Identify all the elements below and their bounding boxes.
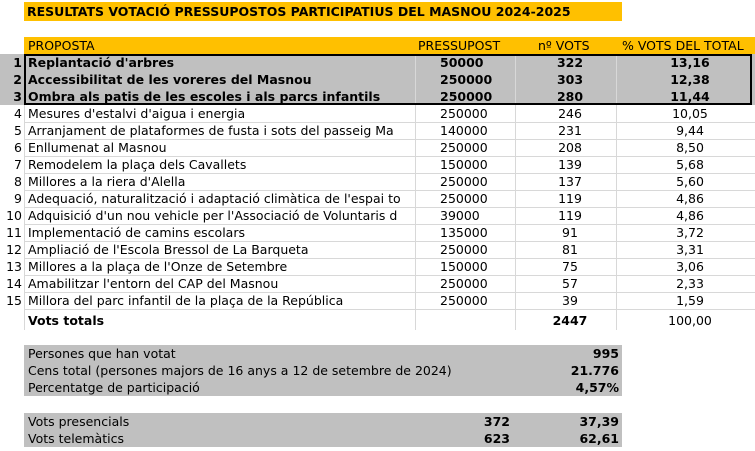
- proposal-pct: 5,60: [676, 174, 704, 189]
- table-title: RESULTATS VOTACIÓ PRESSUPOSTOS PARTICIPATIUS DEL MASNOU 2024-2025: [24, 2, 622, 21]
- proposal-budget: 250000: [440, 174, 488, 189]
- row-number: 15: [6, 293, 22, 308]
- proposal-name: Mesures d'estalvi d'aigua i energia: [28, 106, 246, 121]
- header-proposal: PROPOSTA: [28, 38, 95, 53]
- census-value: 21.776: [570, 363, 619, 378]
- table-row: [0, 258, 755, 275]
- proposal-pct: 8,50: [676, 140, 704, 155]
- proposal-name: Accessibilitat de les voreres del Masnou: [28, 72, 312, 87]
- proposal-name: Enllumenat al Masnou: [28, 140, 167, 155]
- proposal-budget: 250000: [440, 72, 493, 87]
- voters-value: 995: [592, 346, 619, 361]
- row-number: 11: [6, 225, 22, 240]
- proposal-pct: 4,86: [676, 191, 704, 206]
- proposal-votes: 303: [556, 72, 584, 87]
- voters-row: [0, 345, 755, 362]
- proposal-votes: 119: [558, 191, 582, 206]
- table-row: [0, 54, 755, 71]
- proposal-budget: 250000: [440, 106, 488, 121]
- row-number: 12: [6, 242, 22, 257]
- proposal-pct: 3,72: [676, 225, 704, 240]
- row-number: 3: [13, 89, 22, 104]
- header-pct: % VOTS DEL TOTAL: [622, 38, 744, 53]
- proposal-budget: 150000: [440, 157, 488, 172]
- rate-value: 4,57%: [575, 380, 619, 395]
- proposal-budget: 250000: [440, 242, 488, 257]
- proposal-name: Ampliació de l'Escola Bressol de La Barqueta: [28, 242, 309, 257]
- proposal-name: Arranjament de plataformes de fusta i sots del passeig Ma: [28, 123, 394, 138]
- row-number: 4: [14, 106, 22, 121]
- proposal-name: Adquisició d'un nou vehicle per l'Associació de Voluntaris d: [28, 208, 398, 223]
- proposal-budget: 250000: [440, 140, 488, 155]
- proposal-votes: 39: [562, 293, 578, 308]
- proposal-votes: 91: [562, 225, 578, 240]
- proposal-name: Remodelem la plaça dels Cavallets: [28, 157, 247, 172]
- proposal-votes: 75: [562, 259, 578, 274]
- proposal-name: Amabilitzar l'entorn del CAP del Masnou: [28, 276, 279, 291]
- census-row: [0, 362, 755, 379]
- proposal-name: Ombra als patis de les escoles i als parcs infantils: [28, 89, 381, 104]
- row-number: 2: [13, 72, 22, 87]
- row-number: 6: [14, 140, 22, 155]
- totals-pct: 100,00: [668, 313, 712, 328]
- table-row: [0, 88, 755, 105]
- row-number: 13: [6, 259, 22, 274]
- row-number: 5: [14, 123, 22, 138]
- proposal-budget: 135000: [440, 225, 488, 240]
- proposal-budget: 140000: [440, 123, 488, 138]
- inperson-pct: 37,39: [579, 414, 619, 429]
- proposal-votes: 57: [562, 276, 578, 291]
- table-row: [0, 241, 755, 258]
- proposal-pct: 1,59: [676, 293, 704, 308]
- proposal-name: Implementació de camins escolars: [28, 225, 245, 240]
- table-row: [0, 156, 755, 173]
- proposal-votes: 81: [562, 242, 578, 257]
- proposal-budget: 39000: [440, 208, 480, 223]
- proposal-pct: 13,16: [670, 55, 710, 70]
- proposal-votes: 231: [558, 123, 582, 138]
- table-row: [0, 71, 755, 88]
- census-label: Cens total (persones majors de 16 anys a 12 de setembre de 2024): [28, 363, 452, 378]
- proposal-votes: 208: [558, 140, 582, 155]
- proposal-budget: 150000: [440, 259, 488, 274]
- row-number: 9: [14, 191, 22, 206]
- online-label: Vots telemàtics: [28, 431, 124, 446]
- grid-line: [616, 54, 617, 330]
- proposal-name: Millores a la riera d'Alella: [28, 174, 186, 189]
- inperson-label: Vots presencials: [28, 414, 130, 429]
- totals-votes: 2447: [552, 313, 588, 328]
- online-votes: 623: [483, 431, 510, 446]
- totals-row: [0, 312, 755, 329]
- row-number: 7: [14, 157, 22, 172]
- proposal-budget: 250000: [440, 276, 488, 291]
- proposal-name: Millora del parc infantil de la plaça de la República: [28, 293, 344, 308]
- proposal-pct: 5,68: [676, 157, 704, 172]
- row-number: 8: [14, 174, 22, 189]
- proposal-pct: 3,06: [676, 259, 704, 274]
- proposal-pct: 2,33: [676, 276, 704, 291]
- row-number: 1: [13, 55, 22, 70]
- online-row: [0, 430, 755, 447]
- proposal-budget: 250000: [440, 89, 493, 104]
- row-number: 10: [6, 208, 22, 223]
- online-pct: 62,61: [579, 431, 619, 446]
- table-row: [0, 122, 755, 139]
- proposal-votes: 322: [556, 55, 584, 70]
- proposal-votes: 139: [558, 157, 582, 172]
- table-row: [0, 275, 755, 292]
- proposal-votes: 137: [558, 174, 582, 189]
- grid-line: [24, 309, 755, 310]
- table-row: [0, 190, 755, 207]
- proposal-budget: 250000: [440, 191, 488, 206]
- proposal-pct: 10,05: [672, 106, 708, 121]
- proposal-pct: 12,38: [670, 72, 710, 87]
- inperson-votes: 372: [483, 414, 510, 429]
- proposal-budget: 250000: [440, 293, 488, 308]
- voters-label: Persones que han votat: [28, 346, 176, 361]
- grid-line: [24, 54, 25, 330]
- table-row: [0, 292, 755, 309]
- table-row: [0, 139, 755, 156]
- proposal-pct: 9,44: [676, 123, 704, 138]
- proposal-name: Adequació, naturalització i adaptació climàtica de l'espai to: [28, 191, 401, 206]
- table-row: [0, 207, 755, 224]
- proposal-votes: 246: [558, 106, 582, 121]
- proposal-pct: 4,86: [676, 208, 704, 223]
- proposal-budget: 50000: [440, 55, 484, 70]
- proposal-name: Millores a la plaça de l'Onze de Setembre: [28, 259, 288, 274]
- rate-row: [0, 379, 755, 396]
- proposal-votes: 119: [558, 208, 582, 223]
- proposal-votes: 280: [556, 89, 584, 104]
- row-number: 14: [6, 276, 22, 291]
- inperson-row: [0, 413, 755, 430]
- grid-line: [415, 54, 416, 330]
- proposal-name: Replantació d'arbres: [28, 55, 175, 70]
- table-row: [0, 105, 755, 122]
- header-row: [24, 37, 755, 54]
- table-row: [0, 224, 755, 241]
- table-row: [0, 173, 755, 190]
- header-votes: nº VOTS: [538, 38, 590, 53]
- grid-line: [515, 54, 516, 330]
- totals-label: Vots totals: [28, 313, 105, 328]
- header-budget: PRESSUPOST: [418, 38, 501, 53]
- proposal-pct: 3,31: [676, 242, 704, 257]
- rate-label: Percentatge de participació: [28, 380, 200, 395]
- proposal-pct: 11,44: [670, 89, 710, 104]
